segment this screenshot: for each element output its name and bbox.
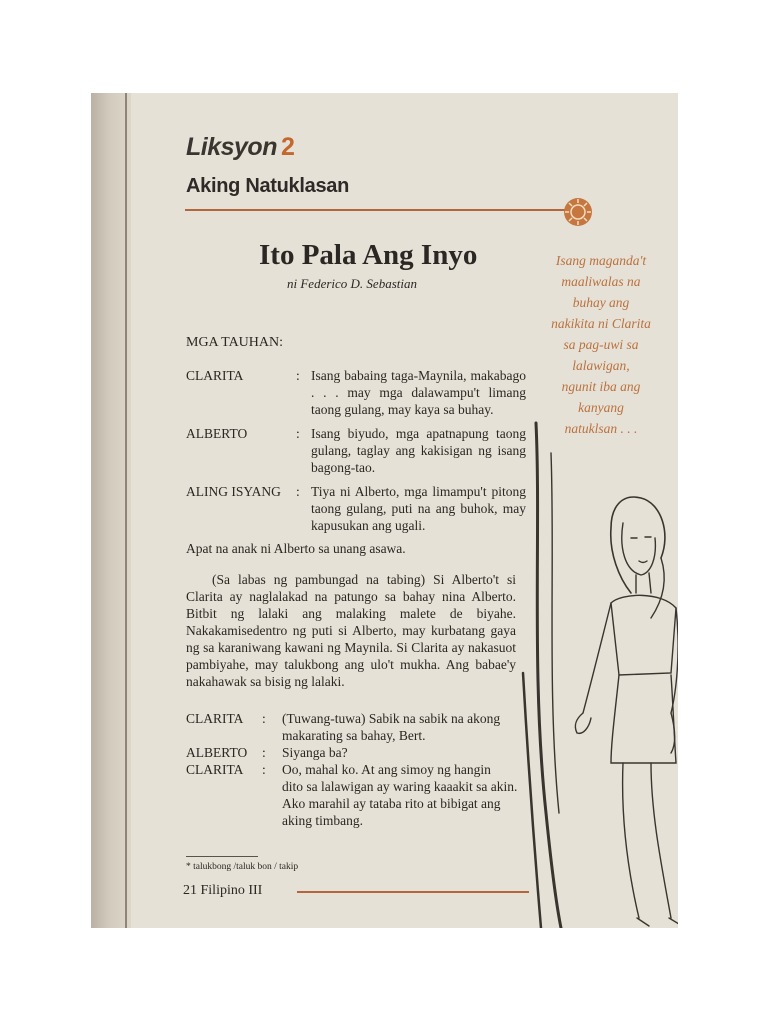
colon: : [296,368,300,383]
speech-line: aking timbang. [282,813,363,828]
speech [282,710,521,744]
book-page [91,93,678,928]
colon: : [262,762,266,777]
lesson-number: 2 [280,133,295,161]
speaker-name: ALBERTO [186,745,248,760]
woman-illustration [511,413,678,928]
folio-rule [297,891,529,893]
character-description: Tiya ni Alberto, mga limampu't pitong taong gulang, puti na ang buhok, may kapusukan ang ugali. [311,484,526,533]
quote-line: maaliwalas na [561,274,641,289]
quote-line: kanyang [578,400,624,415]
quote-line: sa pag-uwi sa [563,337,639,352]
speaker-name: CLARITA [186,762,244,777]
story-title: Ito Pala Ang Inyo [259,239,478,271]
character-description: Isang babaing taga-Maynila, makabago . . . may mga dalawampu't limang taong gulang, may kaya sa buhay. [311,368,526,417]
quote-line: natuklsan . . . [564,421,638,436]
story-byline: ni Federico D. Sebastian [287,276,417,291]
dialogue-block [186,710,521,829]
speech-line: dito sa lalawigan ay waring kaaakit sa akin. [282,779,518,794]
speech-line: (Tuwang-tuwa) Sabik na sabik na akong [282,711,501,726]
dialogue-line [186,761,521,829]
page-folio: 21 Filipino III [183,883,263,898]
speech-line: makarating sa bahay, Bert. [282,728,426,743]
speech [282,761,521,829]
cast-list [186,367,526,541]
gutter-fold-line [125,93,127,928]
lesson-subtitle: Aking Natuklasan [186,175,350,197]
cast-entry [186,483,526,534]
speech-line: Ako marahil ay tataba rito at bibigat ang [282,796,501,811]
quote-line: buhay ang [572,295,630,310]
speaker-name: CLARITA [186,711,244,726]
quote-line: ngunit iba ang [561,379,641,394]
quote-line: lalawigan, [572,358,630,373]
cast-entry [186,425,526,476]
footnote: * talukbong /taluk bon / takip [186,862,299,872]
sidebar-quote [521,250,678,439]
colon: : [262,711,266,726]
colon: : [296,426,300,441]
book-gutter [91,93,131,928]
quote-line: Isang maganda't [555,253,647,268]
cast-heading: MGA TAUHAN: [186,335,284,350]
stage-direction: (Sa labas ng pambungad na tabing) Si Alberto't si Clarita ay naglalakad na patungo sa bahay nina Alberto. Bitbit ng lalaki ang malaking malete de biyahe. Nakakamisedentro ng puti si Alberto, may kurbatang gaya ng sa karaniwang kawani ng Maynila. Si Clarita ay nakasuot pambiyahe, may talukbong ang ulo't mukha. Ang babae'y nakahawak sa bisig ng lalaki. [186,572,516,689]
lesson-label-text: Liksyon [186,133,277,161]
sun-emblem-icon [563,197,593,227]
colon: : [296,484,300,499]
colon: : [262,745,266,760]
character-name: CLARITA [186,368,244,383]
dialogue-line [186,710,521,744]
character-description: Isang biyudo, mga apatnapung taong gulang, taglay ang kakisigan ng isang bagong-tao. [311,426,526,475]
dialogue-line [186,744,521,761]
footnote-rule [186,856,258,857]
speech-line: Oo, mahal ko. At ang simoy ng hangin [282,762,491,777]
speech-line: Siyanga ba? [282,745,348,760]
quote-line: nakikita ni Clarita [551,316,651,331]
speech [282,744,521,761]
lesson-label [186,133,294,162]
character-name: ALING ISYANG [186,484,281,499]
children-note: Apat na anak ni Alberto sa unang asawa. [186,541,406,556]
character-name: ALBERTO [186,426,248,441]
header-rule [185,209,565,211]
cast-entry [186,367,526,418]
